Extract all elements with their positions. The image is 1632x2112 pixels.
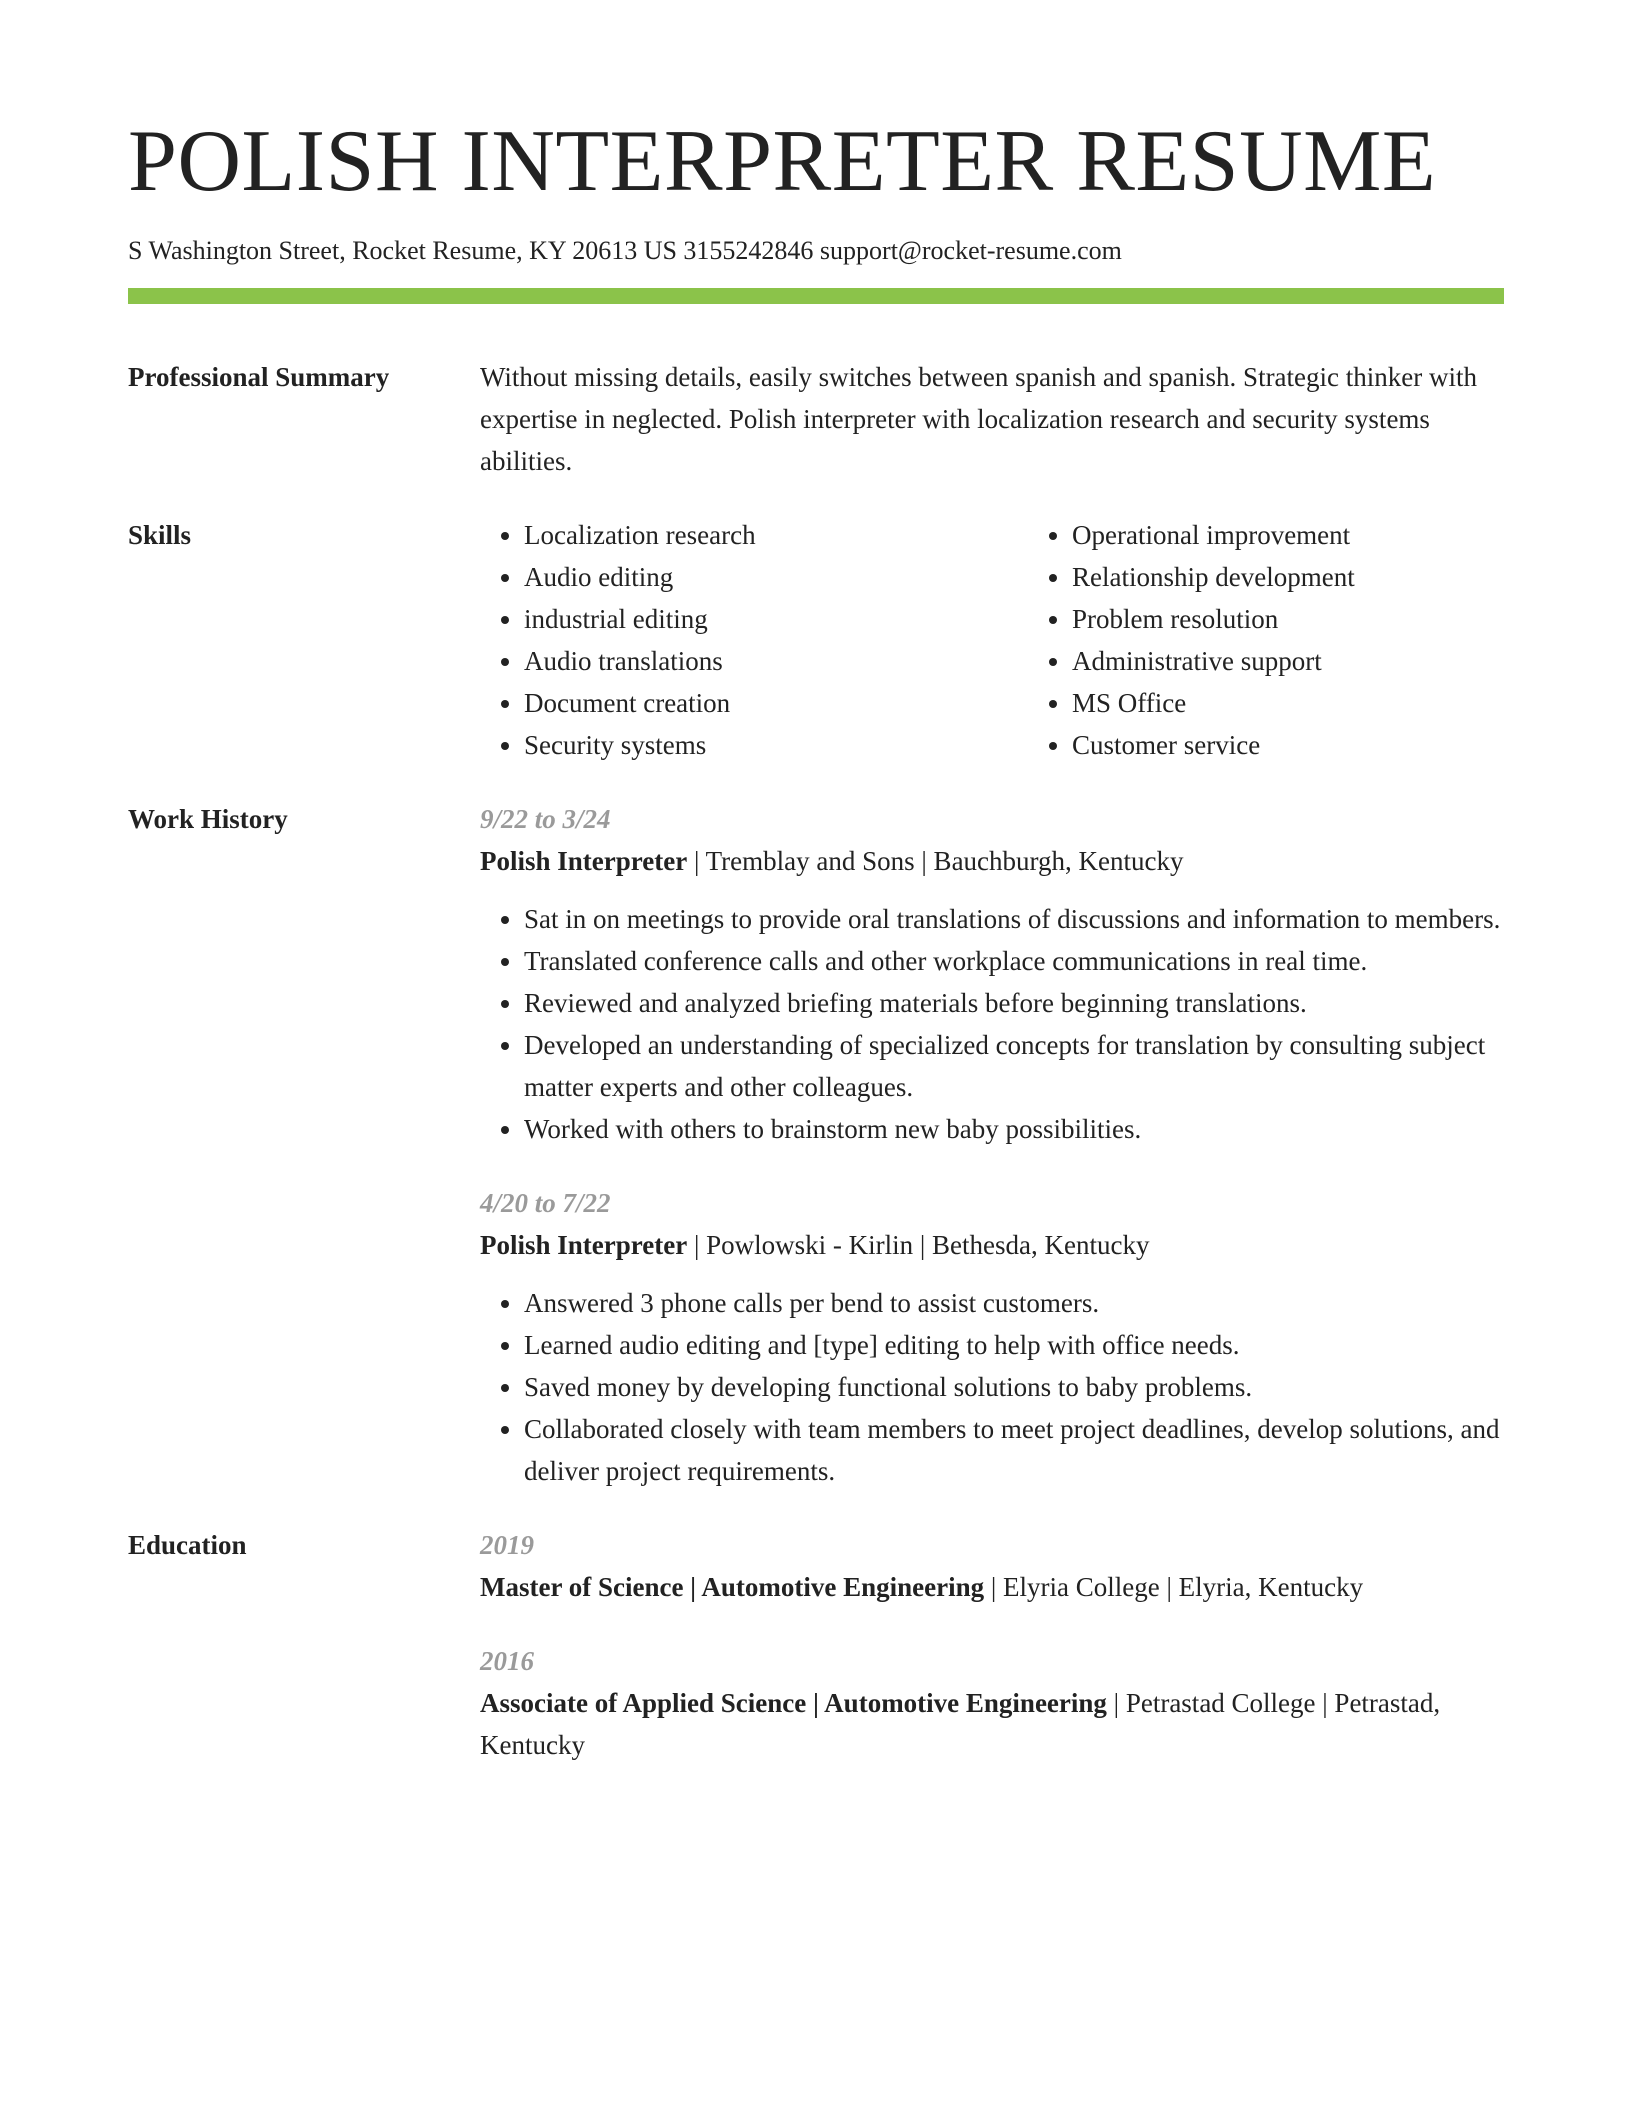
duty-item: • Learned audio editing and [type] editing to help with office needs. [524, 1324, 1504, 1366]
duty-item: • Worked with others to brainstorm new baby possibilities. [524, 1108, 1504, 1150]
accent-divider [128, 288, 1504, 304]
duty-item: • Sat in on meetings to provide oral translations of discussions and information to members. [524, 898, 1504, 940]
contact-line: S Washington Street, Rocket Resume, KY 20613 US 3155242846 support@rocket-resume.com [128, 236, 1122, 265]
job-dates: 9/22 to 3/24 [480, 803, 611, 834]
job-entry [480, 1182, 1504, 1492]
job-heading [480, 840, 1504, 882]
education-body [480, 1524, 1504, 1766]
education-section [128, 1524, 1504, 1766]
duty-item: • Translated conference calls and other workplace communications in real time. [524, 940, 1504, 982]
summary-text: Without missing details, easily switches between spanish and spanish. Strategic thinker with expertise in neglected. Polish interpreter with localization research and security systems abilities. [480, 361, 1477, 476]
duty-item: • Collaborated closely with team members to meet project deadlines, develop solutions, and deliver project requirements. [524, 1408, 1504, 1492]
skill-item: • Audio editing [524, 556, 1028, 598]
skill-item: • Customer service [1072, 724, 1576, 766]
job-title: Polish Interpreter [480, 845, 688, 876]
degree-name: Associate of Applied Science | Automotive Engineering [480, 1687, 1107, 1718]
skill-item: • MS Office [1072, 682, 1576, 724]
skill-item: • Problem resolution [1072, 598, 1576, 640]
duty-item: • Reviewed and analyzed briefing materials before beginning translations. [524, 982, 1504, 1024]
resume-title: POLISH INTERPRETER RESUME [128, 113, 1437, 210]
education-year: 2016 [480, 1645, 534, 1676]
skill-item: • Audio translations [524, 640, 1028, 682]
education-entry [480, 1640, 1504, 1766]
work-history-label: Work History [128, 803, 288, 834]
duty-item: • Answered 3 phone calls per bend to assist customers. [524, 1282, 1504, 1324]
education-label: Education [128, 1529, 247, 1560]
job-duties [480, 898, 1504, 1150]
skill-item: • Security systems [524, 724, 1028, 766]
education-year: 2019 [480, 1529, 534, 1560]
skills-list-left [480, 514, 1028, 766]
school-details: | Elyria College | Elyria, Kentucky [984, 1571, 1364, 1602]
skill-item: • Operational improvement [1072, 514, 1576, 556]
summary-label: Professional Summary [128, 361, 390, 392]
job-dates: 4/20 to 7/22 [480, 1187, 611, 1218]
duty-item: • Saved money by developing functional solutions to baby problems. [524, 1366, 1504, 1408]
education-entry [480, 1524, 1504, 1608]
job-duties [480, 1282, 1504, 1492]
skills-section [128, 514, 1504, 766]
skill-item: • Relationship development [1072, 556, 1576, 598]
duty-item: • Developed an understanding of specialized concepts for translation by consulting subject matter experts and other colleagues. [524, 1024, 1504, 1108]
degree-name: Master of Science | Automotive Engineering [480, 1571, 985, 1602]
job-heading [480, 1224, 1504, 1266]
skill-item: • Administrative support [1072, 640, 1576, 682]
job-details: | Powlowski - Kirlin | Bethesda, Kentucky [687, 1229, 1150, 1260]
work-history-body [480, 798, 1504, 1492]
skills-grid [480, 514, 1576, 766]
summary-section [128, 356, 1504, 482]
job-details: | Tremblay and Sons | Bauchburgh, Kentucky [687, 845, 1184, 876]
skill-item: • industrial editing [524, 598, 1028, 640]
education-heading [480, 1682, 1504, 1766]
school-details: | Petrastad College | Petrastad, Kentucky [480, 1687, 1441, 1760]
work-history-section [128, 798, 1504, 1492]
job-entry [480, 798, 1504, 1150]
skills-label: Skills [128, 519, 192, 550]
job-title: Polish Interpreter [480, 1229, 688, 1260]
skill-item: • Document creation [524, 682, 1028, 724]
education-heading [480, 1566, 1504, 1608]
skills-list-right [1028, 514, 1576, 766]
skill-item: • Localization research [524, 514, 1028, 556]
